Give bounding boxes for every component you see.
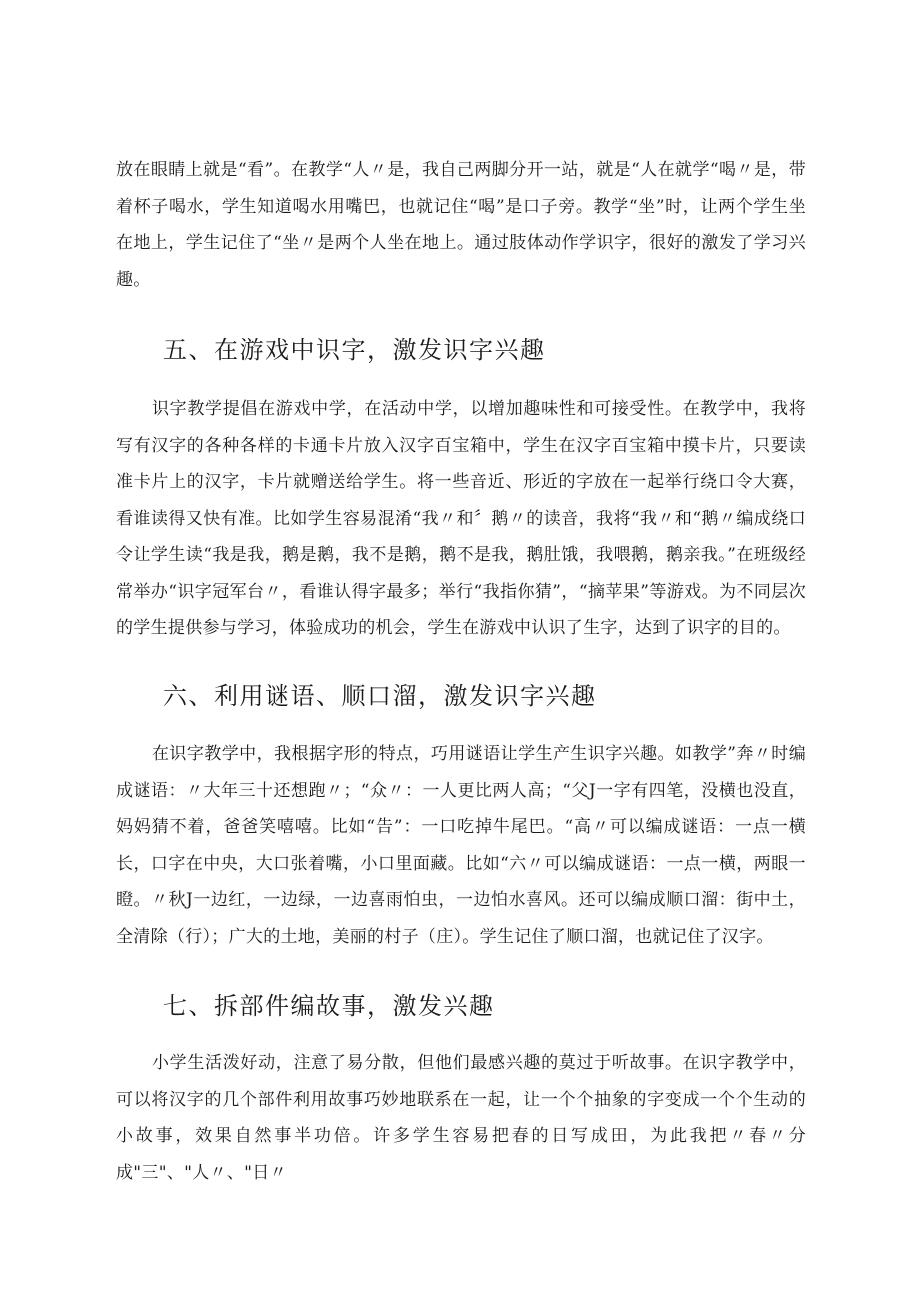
paragraph-section-7: 小学生活泼好动，注意了易分散，但他们最感兴趣的莫过于听故事。在识字教学中，可以将汉字的几个部件利用故事巧妙地联系在一起，让一个个抽象的字变成一个个生动的小故事，效果自然事半功倍。许多学生容易把春的日写成田，为此我把〃春〃分成"三"、"人〃、"日〃: [116, 1053, 806, 1183]
section-heading-6: 六、利用谜语、顺口溜，激发识字兴趣: [163, 682, 597, 710]
section-heading-7: 七、拆部件编故事，激发兴趣: [163, 992, 495, 1020]
paragraph-intro: 放在眼睛上就是“看”。在教学“人〃是，我自己两脚分开一站，就是“人在就学“喝〃是，带着杯子喝水，学生知道喝水用嘴巴，也就记住“喝”是口子旁。教学“坐”时，让两个学生坐在地上，学生记住了“坐〃是两个人坐在地上。通过肢体动作学识字，很好的激发了学习兴趣。: [116, 160, 806, 290]
paragraph-section-6: 在识字教学中，我根据字形的特点，巧用谜语让学生产生识字兴趣。如教学”奔〃时编成谜语：〃大年三十还想跑〃；“众〃：一人更比两人高；“父J一字有四笔，没横也没直，妈妈猜不着，爸爸笑嘻嘻。比如“告”：一口吃掉牛尾巴。“高〃可以编成谜语：一点一横长，口字在中央，大口张着嘴，小口里面藏。比如“六〃可以编成谜语：一点一横，两眼一瞪。〃秋J一边红，一边绿，一边喜雨怕虫，一边怕水喜风。还可以编成顺口溜：街中土，全清除（行）；广大的土地，美丽的村子（庄）。学生记住了顺口溜，也就记住了汉字。: [116, 744, 806, 947]
paragraph-section-5: 识字教学提倡在游戏中学，在活动中学，以增加趣味性和可接受性。在教学中，我将写有汉字的各种各样的卡通卡片放入汉字百宝箱中，学生在汉字百宝箱中摸卡片，只要读准卡片上的汉字，卡片就赠送给学生。将一些音近、形近的字放在一起举行绕口令大赛，看谁读得又快有准。比如学生容易混淆“我〃和〞鹅〃的读音，我将“我〃和“鹅〃编成绕口令让学生读“我是我，鹅是鹅，我不是鹅，鹅不是我，鹅肚饿，我喂鹅，鹅亲我。”在班级经常举办“识字冠军台〃，看谁认得字最多；举行“我指你猜”，“摘苹果”等游戏。为不同层次的学生提供参与学习，体验成功的机会，学生在游戏中认识了生字，达到了识字的目的。: [116, 399, 806, 638]
section-heading-5: 五、在游戏中识字，激发识字兴趣: [163, 336, 546, 364]
